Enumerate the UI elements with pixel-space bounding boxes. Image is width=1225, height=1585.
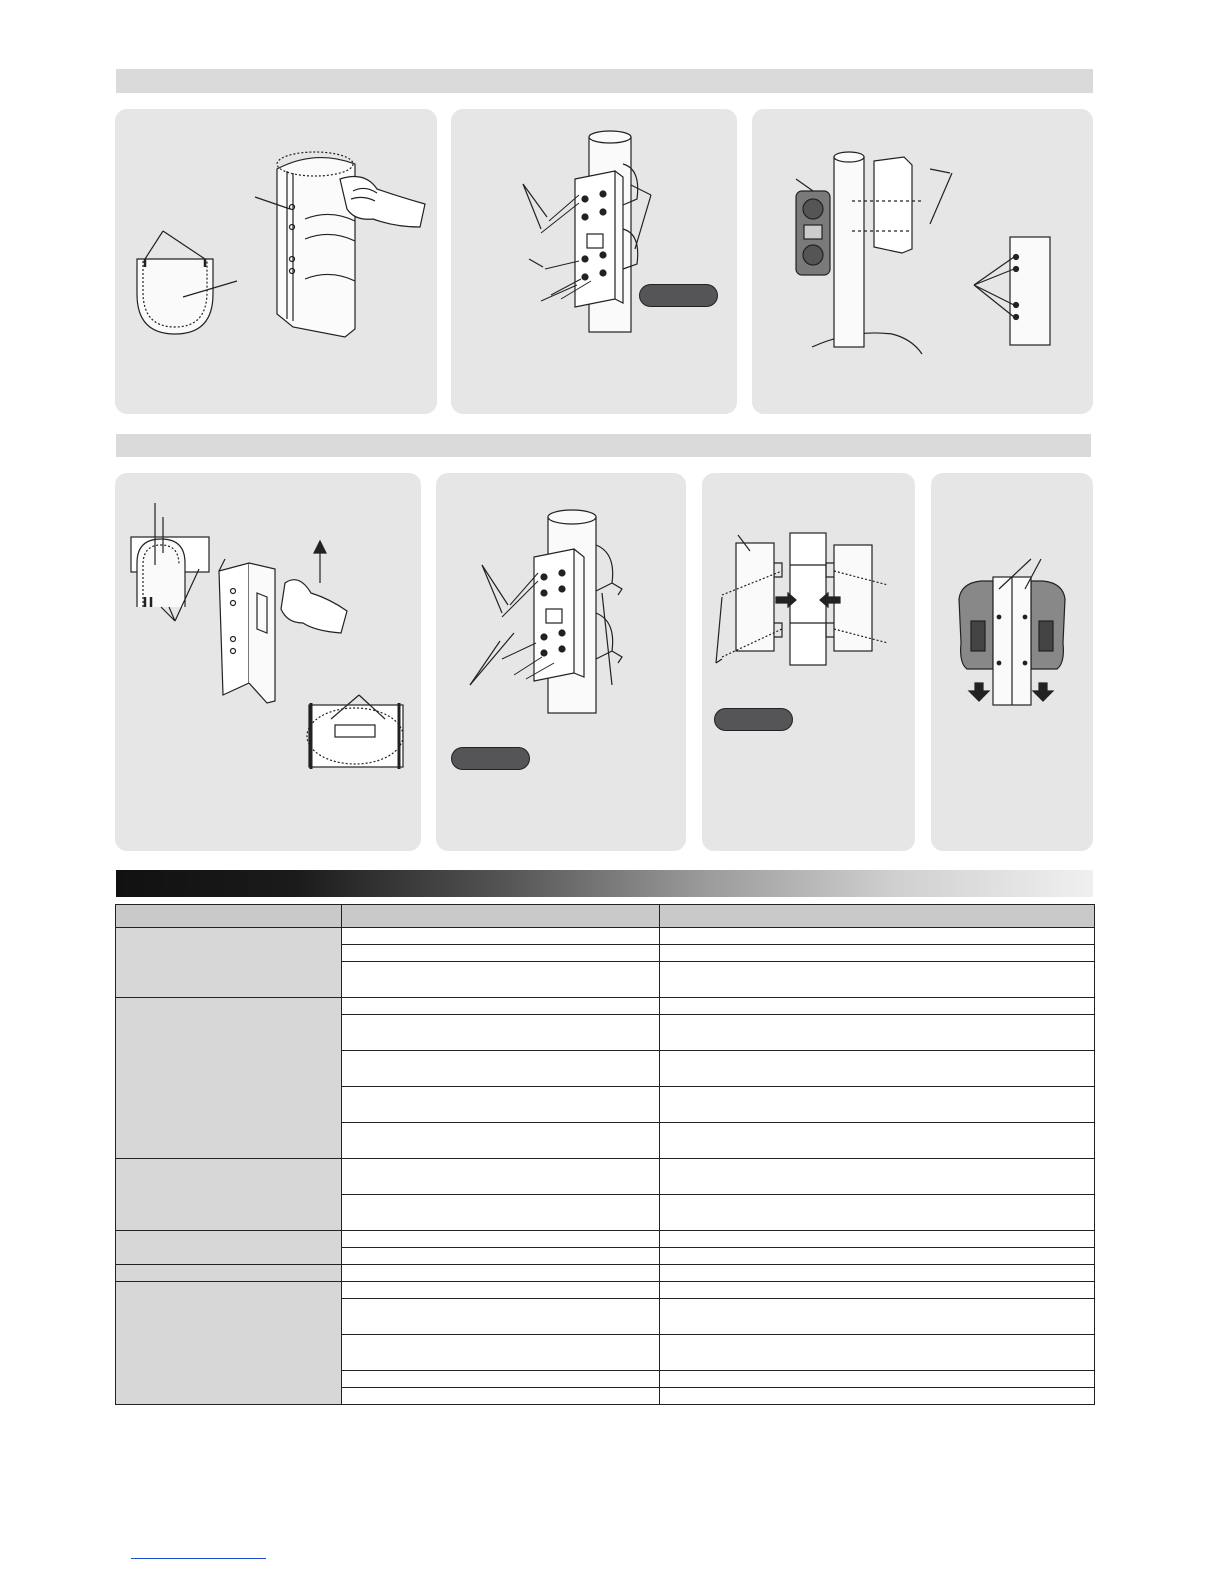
table-row (116, 1159, 1095, 1195)
remedy-cell (660, 1265, 1095, 1282)
back-to-back-pole-illustration (436, 473, 686, 851)
cause-cell (342, 1265, 660, 1282)
remedy-cell (660, 1248, 1095, 1265)
header-remedy (660, 905, 1095, 928)
step-join-covers-panel (702, 473, 915, 851)
section-2-header (116, 434, 1091, 457)
remedy-cell (660, 1123, 1095, 1159)
note-pill-step2 (639, 284, 718, 307)
cause-cell (342, 1051, 660, 1087)
header-symptom (116, 905, 342, 928)
cause-cell (342, 1248, 660, 1265)
remedy-cell (660, 928, 1095, 945)
remedy-cell (660, 1195, 1095, 1231)
step-slide-sensors-panel (931, 473, 1093, 851)
section-1-header (116, 69, 1093, 93)
cause-cell (342, 1282, 660, 1299)
cause-cell (342, 1087, 660, 1123)
cause-cell (342, 1335, 660, 1371)
header-cause (342, 905, 660, 928)
remedy-cell (660, 1388, 1095, 1405)
symptom-cell (116, 1265, 342, 1282)
step-remove-cover-back-to-back-panel (115, 473, 421, 851)
remove-cover-illustration (115, 109, 437, 414)
step-remove-cover-panel (115, 109, 437, 414)
cause-cell (342, 928, 660, 945)
cause-cell (342, 1371, 660, 1388)
remedy-cell (660, 1371, 1095, 1388)
cause-cell (342, 998, 660, 1015)
step-pole-mount-panel (451, 109, 737, 414)
step-back-to-back-pole-mount-panel (436, 473, 686, 851)
cause-cell (342, 1231, 660, 1248)
note-pill-step5 (451, 747, 530, 770)
remedy-cell (660, 962, 1095, 998)
remedy-cell (660, 945, 1095, 962)
cause-cell (342, 1388, 660, 1405)
remedy-cell (660, 1335, 1095, 1371)
attach-sensor-illustration (752, 109, 1093, 414)
remedy-cell (660, 1087, 1095, 1123)
table-row (116, 1231, 1095, 1248)
remedy-cell (660, 1282, 1095, 1299)
step-attach-sensor-panel (752, 109, 1093, 414)
cause-cell (342, 1123, 660, 1159)
back-to-back-cover-illustration (115, 473, 421, 851)
remedy-cell (660, 1015, 1095, 1051)
table-header-row (116, 905, 1095, 928)
cause-cell (342, 962, 660, 998)
troubleshooting-header-bar (116, 870, 1093, 897)
pole-mount-illustration (451, 109, 737, 414)
table-row (116, 1282, 1095, 1299)
footer-link-underline[interactable] (131, 1558, 266, 1559)
remedy-cell (660, 1159, 1095, 1195)
symptom-cell (116, 1159, 342, 1231)
table-row (116, 928, 1095, 945)
cause-cell (342, 1159, 660, 1195)
note-pill-step6 (714, 708, 793, 731)
cause-cell (342, 1015, 660, 1051)
remedy-cell (660, 1231, 1095, 1248)
cause-cell (342, 1299, 660, 1335)
remedy-cell (660, 998, 1095, 1015)
table-row (116, 998, 1095, 1015)
symptom-cell (116, 1282, 342, 1405)
join-covers-illustration (702, 473, 915, 851)
cause-cell (342, 945, 660, 962)
remedy-cell (660, 1051, 1095, 1087)
symptom-cell (116, 1231, 342, 1265)
table-row (116, 1265, 1095, 1282)
troubleshooting-table (115, 904, 1095, 1405)
remedy-cell (660, 1299, 1095, 1335)
symptom-cell (116, 998, 342, 1159)
symptom-cell (116, 928, 342, 998)
cause-cell (342, 1195, 660, 1231)
slide-sensors-illustration (931, 473, 1093, 851)
